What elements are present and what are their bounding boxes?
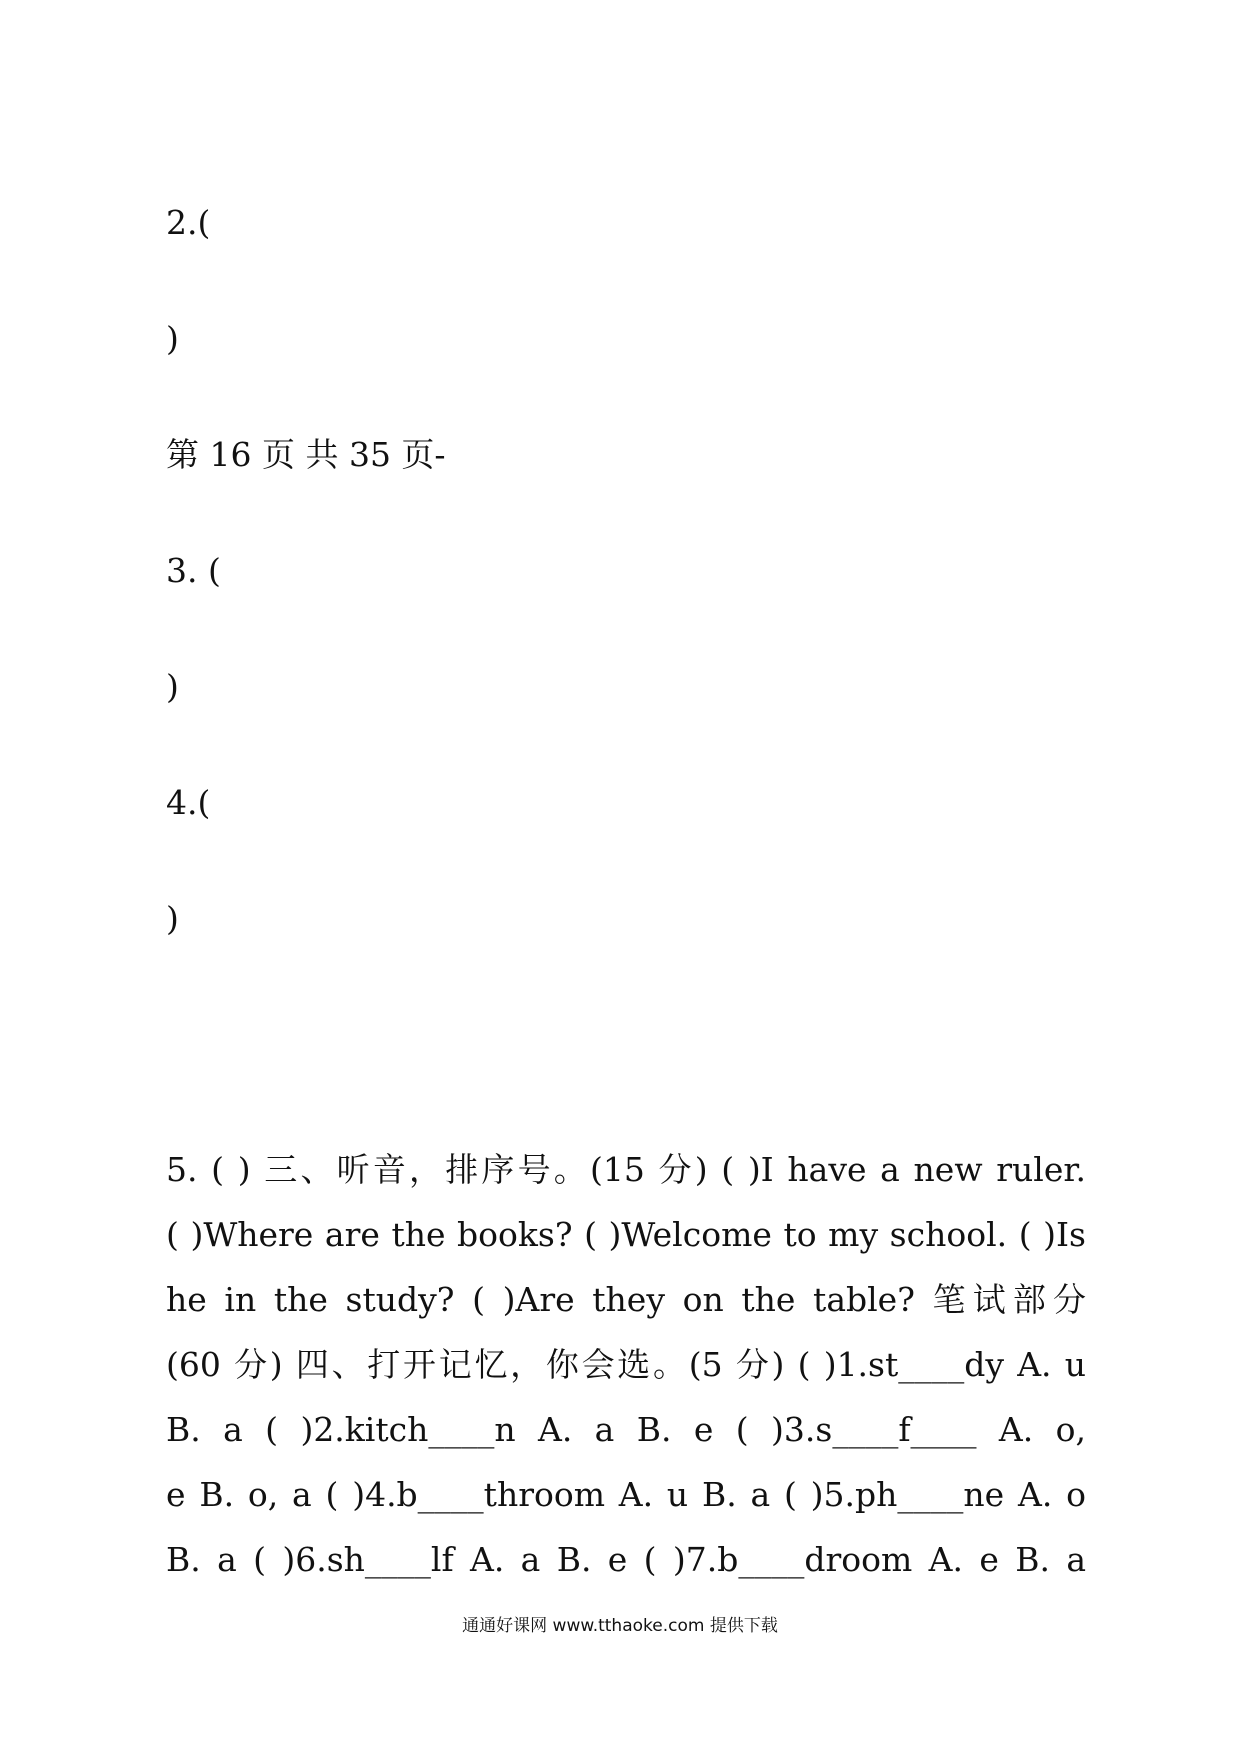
paragraph-line: he in the study? ( )Are they on the table? 笔试部分 <box>166 1280 1086 1319</box>
paragraph-line: B. a ( )2.kitch____n A. a B. e ( )3.s____f____ A. o, <box>166 1410 1086 1449</box>
question-2-open: 2.( <box>166 203 211 242</box>
page-marker: 第 16 页 共 35 页- <box>166 435 446 474</box>
question-3-close: ) <box>166 667 179 706</box>
question-2-close: ) <box>166 319 179 358</box>
paragraph-line: e B. o, a ( )4.b____throom A. u B. a ( )5.ph____ne A. o <box>166 1475 1086 1514</box>
paragraph-line: ( )Where are the books? ( )Welcome to my school. ( )Is <box>166 1215 1086 1254</box>
paragraph-line: B. a ( )6.sh____lf A. a B. e ( )7.b____droom A. e B. a <box>166 1540 1086 1579</box>
exercise-paragraph <box>166 1137 1086 1592</box>
paragraph-line: (60 分) 四、打开记忆，你会选。(5 分) ( )1.st____dy A. u <box>166 1345 1086 1384</box>
question-4-close: ) <box>166 899 179 938</box>
paragraph-line: 5. ( ) 三、听音，排序号。(15 分) ( )I have a new ruler. <box>166 1150 1086 1189</box>
page-footer: 通通好课网 www.tthaoke.com 提供下载 <box>462 1616 778 1636</box>
question-3-open: 3. ( <box>166 551 221 590</box>
question-4-open: 4.( <box>166 783 211 822</box>
